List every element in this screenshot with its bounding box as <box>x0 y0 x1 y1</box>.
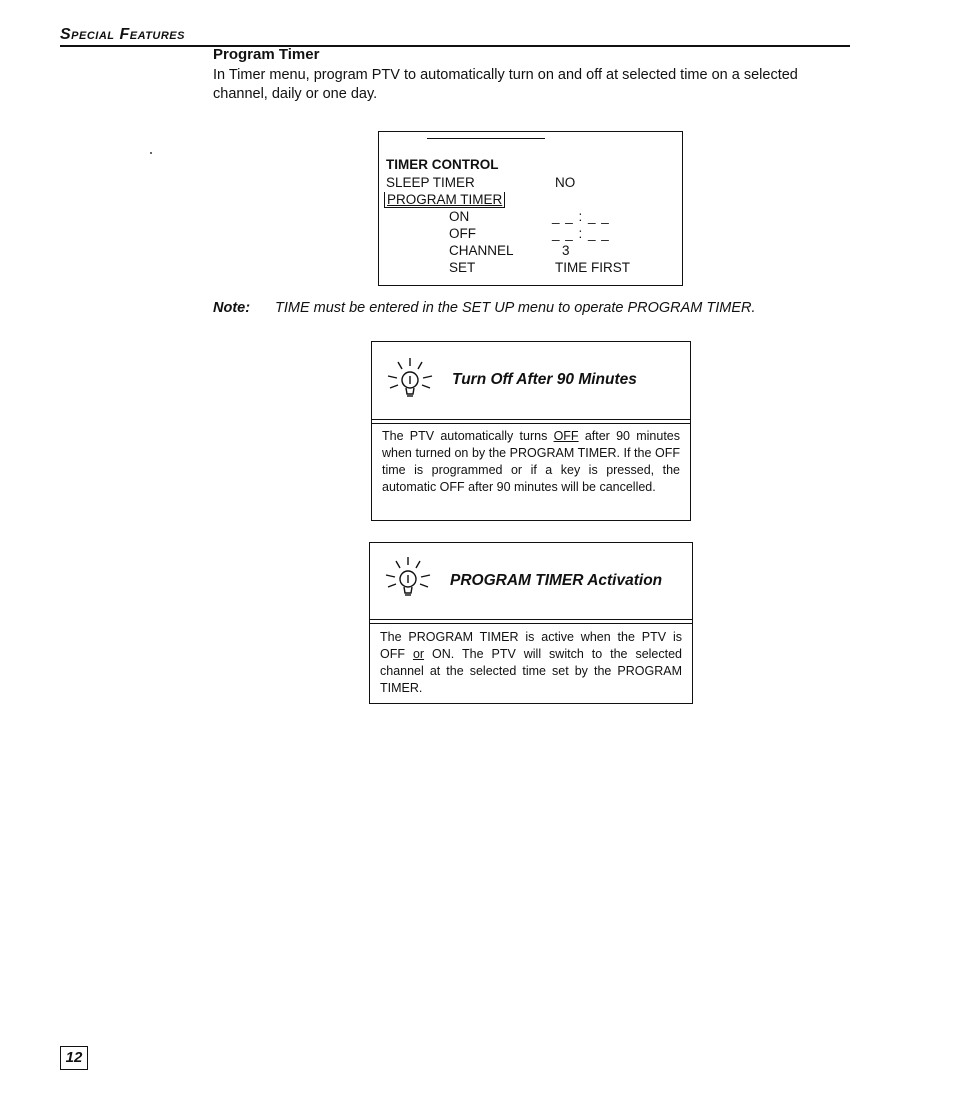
intro-paragraph: In Timer menu, program PTV to automatically turn on and off at selected time on a selected channel, daily or one day. <box>213 67 798 102</box>
tip-body-text: The PTV automatically turns <box>382 429 554 443</box>
lightbulb-icon <box>384 356 436 404</box>
tip-box-turn-off <box>371 341 691 521</box>
tip-title-turn-off: Turn Off After 90 Minutes <box>452 371 637 388</box>
menu-title: TIMER CONTROL <box>386 157 499 172</box>
program-timer-item <box>384 192 505 208</box>
tip-body-text: The PROGRAM TIMER is active when the PTV is OFF <box>380 630 682 661</box>
tip-divider <box>370 619 692 624</box>
sleep-timer-label: SLEEP TIMER <box>386 175 475 190</box>
channel-label: CHANNEL <box>449 243 514 258</box>
note-line <box>213 300 756 316</box>
section-header <box>60 25 850 47</box>
on-time-value: _ _ : _ _ <box>552 209 610 224</box>
lightbulb-icon <box>382 555 434 603</box>
page-number: 12 <box>60 1046 88 1070</box>
tip-body-activation <box>380 629 682 697</box>
tip-body-text: ON. The PTV will switch to the selected channel at the selected time set by the PROGRAM TIMER. <box>380 647 683 695</box>
tip-body-text: after 90 minutes when turned on by the PROGRAM TIMER. If the OFF time is programmed or if a key is pressed, the automatic OFF after 90 minutes will be cancelled. <box>382 429 680 494</box>
scan-speck <box>150 152 152 154</box>
tip-body-emphasis: or <box>412 647 425 661</box>
set-value: TIME FIRST <box>555 260 630 275</box>
tip-divider <box>372 419 690 424</box>
note-label: Note: <box>213 300 251 316</box>
channel-value: 3 <box>562 243 570 258</box>
on-label: ON <box>449 209 470 224</box>
page-subtitle: Program Timer <box>213 46 320 63</box>
set-label: SET <box>449 260 476 275</box>
note-text: TIME must be entered in the SET UP menu to operate PROGRAM TIMER. <box>275 300 756 316</box>
tip-body-turn-off <box>382 428 680 496</box>
menu-top-rule <box>427 138 545 139</box>
section-title: Special Features <box>60 26 185 43</box>
sleep-timer-value: NO <box>555 175 576 190</box>
program-timer-label: PROGRAM TIMER <box>384 192 505 208</box>
tip-title-activation: PROGRAM TIMER Activation <box>450 572 663 589</box>
timer-control-menu <box>378 131 683 286</box>
off-time-value: _ _ : _ _ <box>552 226 610 241</box>
off-label: OFF <box>449 226 476 241</box>
tip-body-emphasis: OFF <box>553 429 579 443</box>
tip-box-activation <box>369 542 693 704</box>
